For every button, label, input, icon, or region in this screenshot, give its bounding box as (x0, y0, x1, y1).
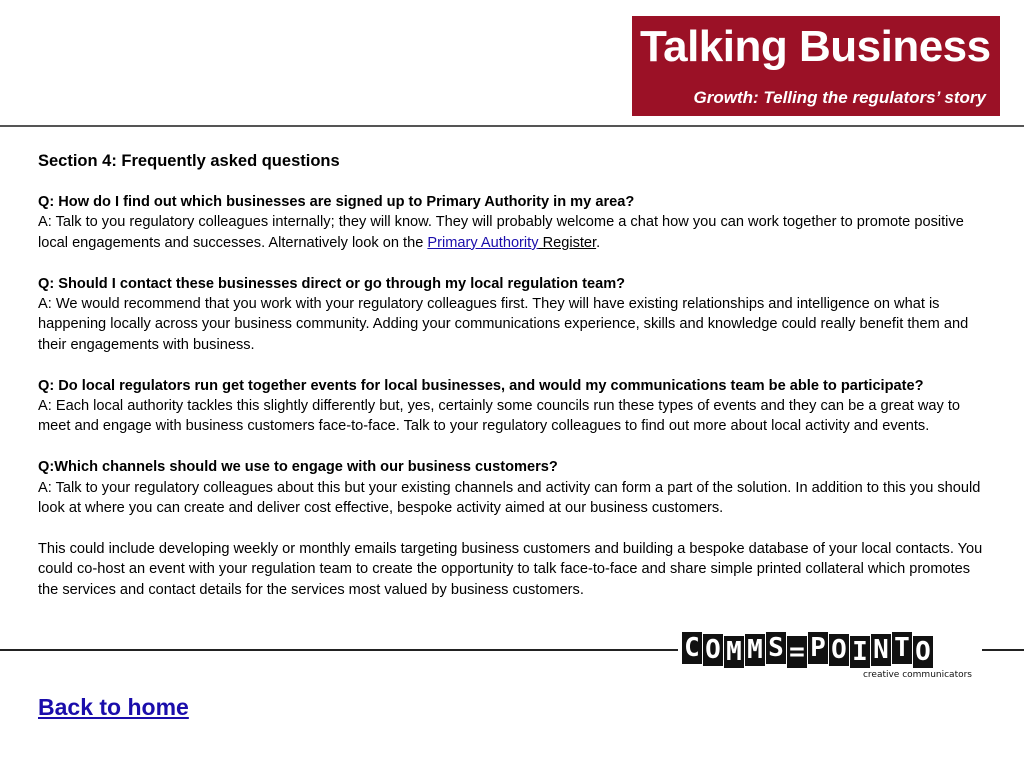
faq-answer: A: Each local authority tackles this slightly differently but, yes, certainly some councils run these types of events and they can be a great way to meet and engage with business customers face-to-face. Talk to your regulatory colleagues to find out more about local activity and events. (38, 398, 961, 435)
primary-authority-link[interactable]: Primary Authority (427, 234, 539, 251)
logo-letter: M (745, 634, 765, 666)
logo-letter: T (892, 632, 912, 664)
footer-divider-right (982, 649, 1024, 651)
logo-letter: S (766, 632, 786, 664)
faq-answer (38, 212, 988, 253)
header-divider (0, 125, 1024, 127)
faq-content (38, 150, 988, 600)
faq-answer-end: . (596, 234, 601, 251)
logo-letter: O (703, 634, 723, 666)
brand-banner (632, 16, 1000, 116)
faq-item (38, 192, 988, 253)
logo-letter: N (871, 634, 891, 666)
faq-question: Q: Do local regulators run get together events for local businesses, and would my communications team be able to participate? (38, 377, 924, 394)
register-link[interactable]: Register (538, 234, 597, 251)
logo-letter: C (682, 632, 702, 664)
section-title: Section 4: Frequently asked questions (38, 152, 340, 170)
faq-answer: A: We would recommend that you work with your regulatory colleagues first. They will have existing relationships and intelligence on what is happening locally across your business community. Adding your communications experience, skills and knowledge could really benefit them and their engagements with business. (38, 296, 969, 353)
faq-question: Q:Which channels should we use to engage with our business customers? (38, 459, 558, 476)
faq-item (38, 376, 988, 437)
logo-letter: O (913, 636, 933, 668)
commspoint-logo (678, 630, 982, 686)
logo-letter: = (787, 636, 807, 668)
faq-item (38, 274, 988, 356)
logo-letter: M (724, 636, 744, 668)
logo-letter: I (850, 636, 870, 668)
brand-title: Talking Business (640, 22, 991, 71)
logo-letter: O (829, 634, 849, 666)
logo-letter: P (808, 632, 828, 664)
faq-answer-text: A: Talk to you regulatory colleagues internally; they will know. They will probably welcome a chat how you can work together to promote positive local engagements and successes. Alternatively look on the (38, 214, 964, 251)
footer-divider-left (0, 649, 678, 651)
brand-subtitle: Growth: Telling the regulators’ story (693, 88, 986, 107)
logo-tagline: creative communicators (862, 670, 972, 680)
closing-paragraph: This could include developing weekly or monthly emails targeting business customers and building a bespoke database of your local contacts. You could co-host an event with your regulation team to create the opportunity to talk face-to-face and share simple printed collateral which promotes the services and contact details for the services most valued by business customers. (38, 540, 983, 598)
faq-question: Q: How do I find out which businesses are signed up to Primary Authority in my area? (38, 194, 635, 210)
logo-wordmark (682, 634, 933, 666)
faq-question: Q: Should I contact these businesses direct or go through my local regulation team? (38, 275, 626, 292)
faq-answer: A: Talk to your regulatory colleagues about this but your existing channels and activity can form a part of the solution. In addition to this you should look at where you can create and deliver cost effective, bespoke activity aimed at our business customers. (38, 479, 981, 517)
back-to-home-link[interactable]: Back to home (38, 694, 189, 720)
faq-item (38, 457, 988, 518)
